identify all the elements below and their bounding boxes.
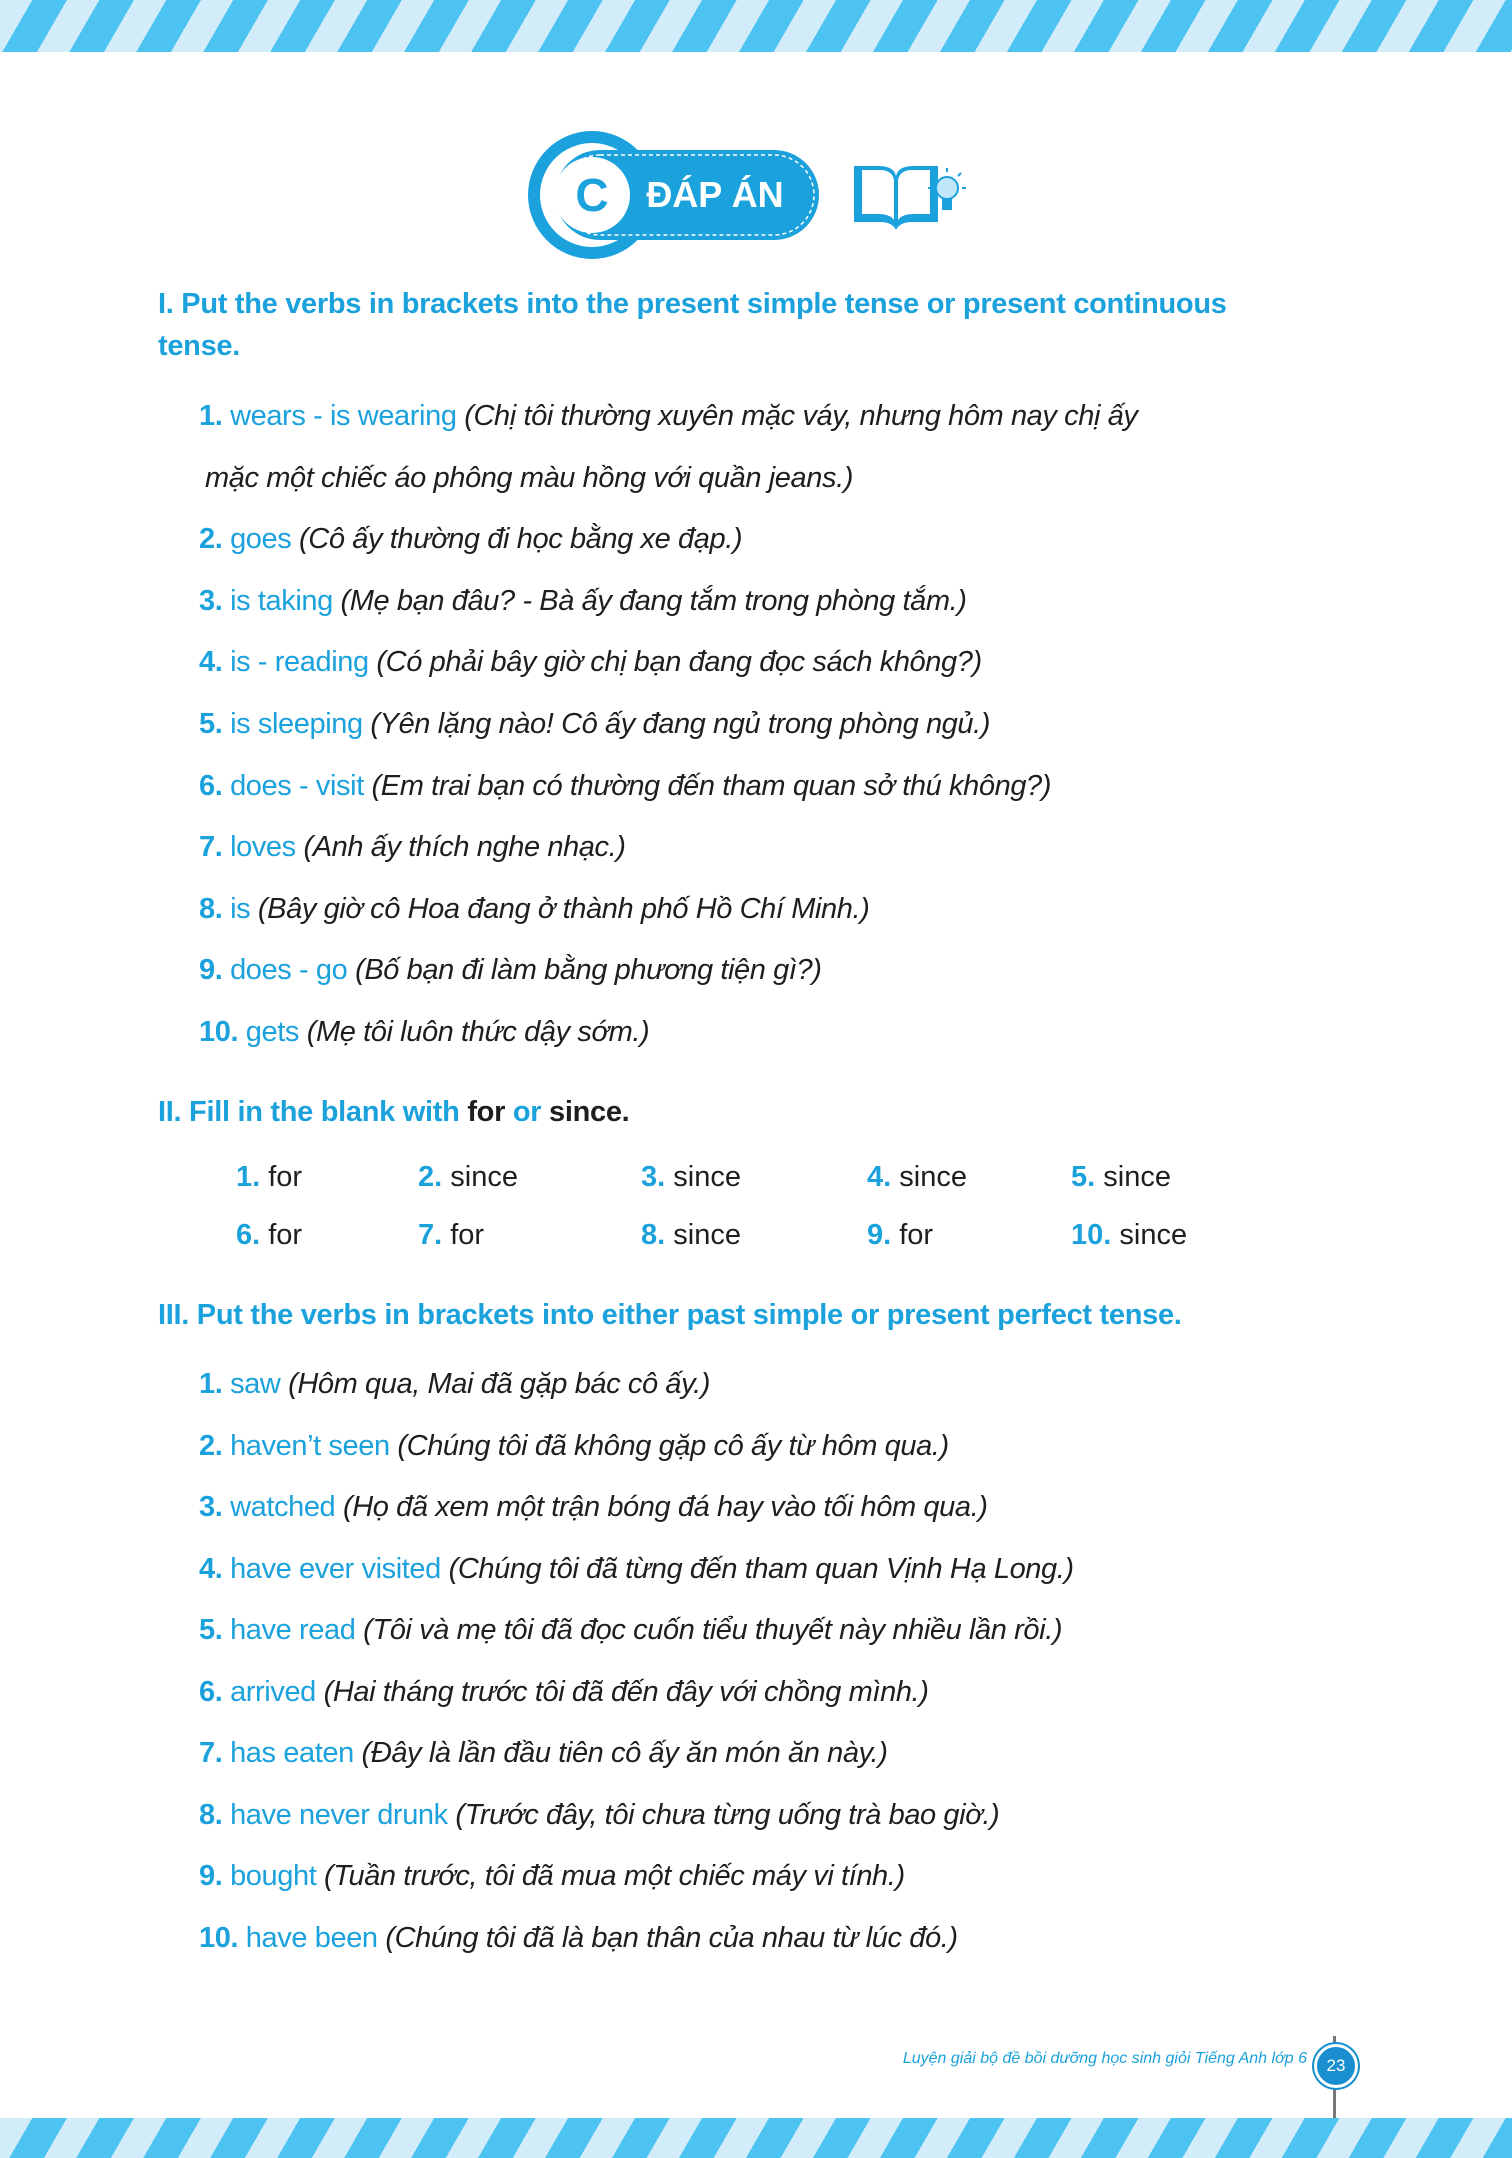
- item-number: 7.: [199, 1737, 223, 1769]
- item-answer: for: [268, 1219, 303, 1251]
- item-number: 2.: [418, 1161, 443, 1193]
- item-translation: (Chúng tôi đã không gặp cô ấy từ hôm qua.): [397, 1429, 949, 1462]
- blank-answer: [867, 1161, 967, 1194]
- section2-heading-prefix: II. Fill in the blank with: [158, 1096, 460, 1128]
- item-number: 1.: [199, 400, 223, 432]
- answer-item: [199, 1430, 949, 1463]
- word-or: or: [512, 1096, 542, 1128]
- blank-answer: [236, 1161, 302, 1194]
- top-stripe-border: [0, 0, 1512, 52]
- item-translation: (Em trai bạn có thường đến tham quan sở thú không?): [371, 769, 1052, 802]
- item-translation: (Tôi và mẹ tôi đã đọc cuốn tiểu thuyết này nhiều lần rồi.): [363, 1614, 1063, 1646]
- item-translation: (Có phải bây giờ chị bạn đang đọc sách không?): [376, 646, 982, 679]
- blank-answer: [418, 1161, 518, 1194]
- item-number: 9.: [199, 1860, 223, 1892]
- item-number: 7.: [199, 831, 223, 864]
- item-number: 1.: [236, 1161, 261, 1193]
- item-number: 2.: [199, 1429, 223, 1462]
- item-number: 7.: [418, 1219, 443, 1251]
- answer-item: [199, 1491, 988, 1524]
- item-translation: (Hai tháng trước tôi đã đến đây với chồng mình.): [323, 1675, 929, 1708]
- item-translation: (Đây là lần đầu tiên cô ấy ăn món ăn này.): [361, 1737, 888, 1769]
- item-answer: bought: [230, 1860, 317, 1892]
- section1-heading-line1: I. Put the verbs in brackets into the present simple tense or present continuous: [158, 288, 1227, 320]
- item-number: 3.: [199, 1491, 223, 1523]
- bottom-stripe-border: [0, 2118, 1512, 2158]
- answer-item: [199, 770, 1051, 803]
- blank-answer: [641, 1219, 741, 1252]
- item-translation: (Tuần trước, tôi đã mua một chiếc máy vi tính.): [324, 1860, 905, 1892]
- answer-item: [199, 585, 967, 618]
- word-since: since.: [549, 1096, 630, 1128]
- item-translation: (Mẹ bạn đâu? - Bà ấy đang tắm trong phòng tắm.): [340, 584, 967, 617]
- item-number: 10.: [1071, 1219, 1112, 1251]
- footer-book-title: Luyện giải bộ đề bồi dưỡng học sinh giỏi Tiếng Anh lớp 6: [902, 2050, 1307, 2067]
- answer-item: [199, 1860, 905, 1893]
- item-answer: have read: [230, 1614, 356, 1646]
- item-answer: loves: [230, 831, 296, 864]
- item-translation: (Anh ấy thích nghe nhạc.): [303, 831, 626, 864]
- section2-heading: [158, 1096, 629, 1129]
- item-translation: (Chúng tôi đã từng đến tham quan Vịnh Hạ Long.): [448, 1552, 1074, 1585]
- item-answer: for: [899, 1219, 934, 1251]
- item-answer: for: [268, 1161, 303, 1193]
- answer-item: [199, 400, 1138, 433]
- item-translation: (Trước đây, tôi chưa từng uống trà bao giờ.): [455, 1798, 1000, 1831]
- item-number: 10.: [199, 1016, 239, 1048]
- blank-answer: [641, 1161, 741, 1194]
- blank-answer: [236, 1219, 302, 1252]
- item-answer: since: [673, 1161, 741, 1193]
- item-number: 3.: [199, 584, 223, 617]
- item-answer: has eaten: [230, 1737, 354, 1769]
- item-answer: since: [1119, 1219, 1188, 1251]
- section1-heading-line2: tense.: [158, 330, 241, 362]
- book-lightbulb-icon: [850, 158, 970, 238]
- item-translation: (Chúng tôi đã là bạn thân của nhau từ lúc đó.): [385, 1921, 958, 1954]
- item-number: 3.: [641, 1161, 666, 1193]
- answer-item: [199, 831, 626, 864]
- item-answer: is - reading: [230, 646, 369, 679]
- item-answer: since: [450, 1161, 518, 1193]
- item-answer: since: [899, 1161, 967, 1193]
- item-number: 4.: [199, 646, 223, 679]
- item-number: 8.: [199, 1798, 223, 1831]
- answer-item: [199, 523, 742, 556]
- blank-answer: [1071, 1219, 1187, 1252]
- answer-item: [199, 1016, 649, 1049]
- badge-title: ĐÁP ÁN: [646, 174, 784, 215]
- item-translation-continued: [205, 462, 853, 495]
- item-answer: is: [230, 892, 251, 925]
- item-answer: watched: [230, 1491, 336, 1523]
- answer-item: [199, 1737, 887, 1770]
- badge-letter: C: [575, 169, 609, 221]
- item-number: 2.: [199, 523, 223, 556]
- answer-item: [199, 1553, 1074, 1586]
- item-number: 8.: [199, 892, 223, 925]
- item-number: 6.: [199, 769, 223, 802]
- item-answer: goes: [230, 523, 292, 556]
- answer-item: [199, 708, 990, 741]
- item-translation: mặc một chiếc áo phông màu hồng với quần jeans.): [205, 461, 853, 494]
- item-translation: (Họ đã xem một trận bóng đá hay vào tối hôm qua.): [342, 1491, 988, 1523]
- answer-item: [199, 1676, 928, 1709]
- item-number: 6.: [236, 1219, 261, 1251]
- answer-item: [199, 954, 822, 987]
- item-translation: (Hôm qua, Mai đã gặp bác cô ấy.): [288, 1368, 710, 1400]
- blank-answer: [867, 1219, 933, 1252]
- item-number: 4.: [867, 1161, 892, 1193]
- item-translation: (Cô ấy thường đi học bằng xe đạp.): [299, 523, 743, 556]
- item-translation: (Bây giờ cô Hoa đang ở thành phố Hồ Chí Minh.): [257, 892, 870, 925]
- blank-answer: [1071, 1161, 1171, 1194]
- answer-item: [199, 1368, 710, 1401]
- item-translation: (Chị tôi thường xuyên mặc váy, nhưng hôm nay chị ấy: [464, 400, 1138, 432]
- blank-answer: [418, 1219, 484, 1252]
- item-answer: is sleeping: [230, 708, 363, 740]
- item-answer: does - go: [230, 954, 348, 987]
- item-answer: since: [673, 1219, 741, 1251]
- item-answer: is taking: [230, 584, 333, 617]
- item-number: 1.: [199, 1368, 223, 1400]
- item-answer: have been: [245, 1921, 378, 1954]
- item-number: 4.: [199, 1552, 223, 1585]
- item-number: 5.: [1071, 1161, 1096, 1193]
- item-number: 9.: [867, 1219, 892, 1251]
- item-translation: (Yên lặng nào! Cô ấy đang ngủ trong phòng ngủ.): [370, 708, 991, 740]
- item-answer: does - visit: [230, 769, 364, 802]
- item-translation: (Bố bạn đi làm bằng phương tiện gì?): [355, 954, 822, 987]
- item-number: 10.: [199, 1921, 239, 1954]
- page-number: 23: [1314, 2044, 1358, 2088]
- item-answer: gets: [245, 1016, 300, 1048]
- item-answer: since: [1103, 1161, 1171, 1193]
- item-answer: wears - is wearing: [230, 400, 457, 432]
- item-answer: haven’t seen: [230, 1429, 390, 1462]
- item-number: 5.: [199, 1614, 223, 1646]
- item-translation: (Mẹ tôi luôn thức dậy sớm.): [306, 1016, 650, 1048]
- item-number: 6.: [199, 1675, 223, 1708]
- item-number: 8.: [641, 1219, 666, 1251]
- item-answer: arrived: [230, 1675, 316, 1708]
- section-badge: [525, 128, 845, 263]
- answer-item: [199, 646, 982, 679]
- item-answer: have never drunk: [230, 1798, 448, 1831]
- item-answer: have ever visited: [230, 1552, 441, 1585]
- section3-heading: III. Put the verbs in brackets into either past simple or present perfect tense.: [158, 1299, 1182, 1331]
- answer-item: [199, 1922, 958, 1955]
- answer-item: [199, 1799, 999, 1832]
- word-for: for: [467, 1096, 506, 1128]
- item-number: 9.: [199, 954, 223, 987]
- item-answer: for: [450, 1219, 485, 1251]
- item-answer: saw: [230, 1368, 281, 1400]
- answer-item: [199, 893, 869, 926]
- answer-item: [199, 1614, 1062, 1647]
- item-number: 5.: [199, 708, 223, 740]
